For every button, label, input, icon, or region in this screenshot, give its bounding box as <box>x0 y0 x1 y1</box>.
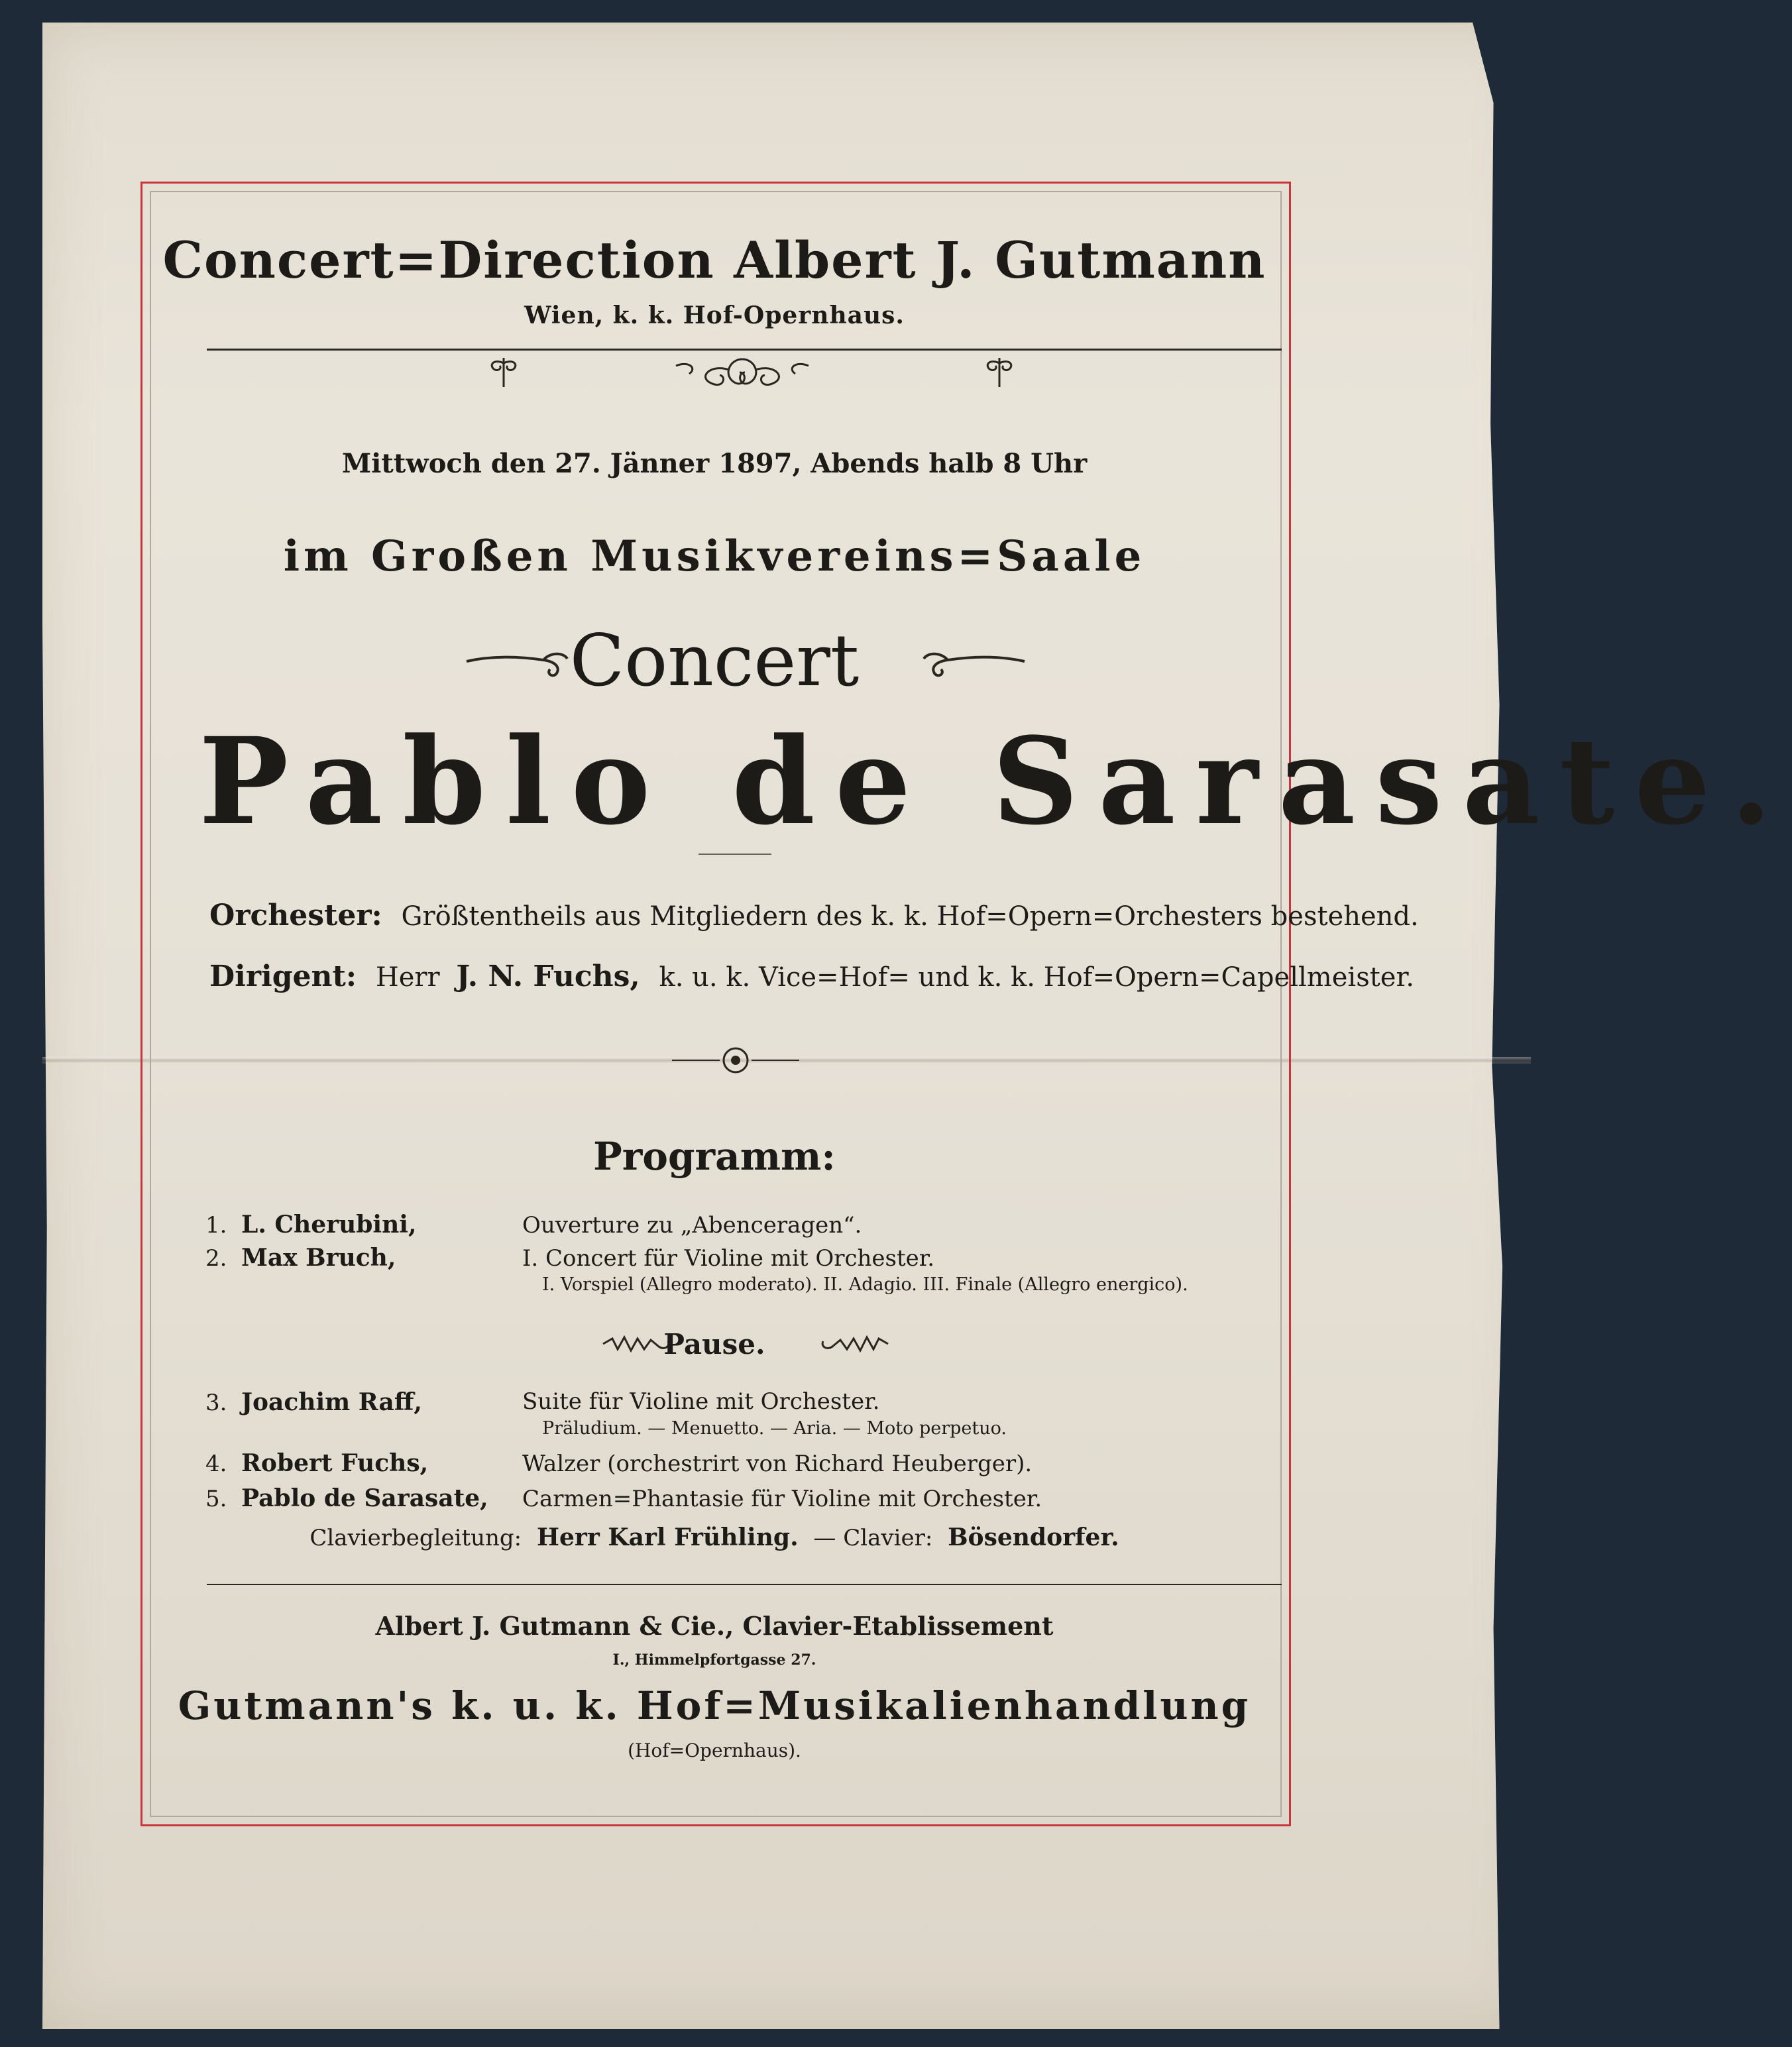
item-composer: Max Bruch, <box>241 1244 396 1272</box>
item-number: 4. <box>205 1451 227 1477</box>
event-date: Mittwoch den 27. Jänner 1897, Abends halb 8 Uhr <box>341 448 1088 479</box>
conductor-title: k. u. k. Vice=Hof= und k. k. Hof=Opern=Capellmeister. <box>659 962 1414 993</box>
piano-label: — Clavier: <box>813 1525 933 1551</box>
footer-shop-location: (Hof=Opernhaus). <box>628 1740 801 1761</box>
item-details: Präludium. — Menuetto. — Aria. — Moto perpetuo. <box>542 1418 1007 1439</box>
accompaniment-line <box>150 1525 1279 1549</box>
orchestra-text: Größtentheils aus Mitgliedern des k. k. Hof=Opern=Orchesters bestehend. <box>401 901 1419 932</box>
rosette-divider-ornament <box>669 1043 802 1078</box>
conductor-label: Dirigent: <box>209 960 357 993</box>
pause-label: Pause. <box>663 1328 765 1360</box>
accompaniment-label: Clavierbegleitung: <box>309 1525 522 1551</box>
item-work: Suite für Violine mit Orchester. <box>522 1388 880 1415</box>
conductor-name: J. N. Fuchs, <box>456 960 640 993</box>
item-work: Carmen=Phantasie für Violine mit Orchester. <box>522 1486 1042 1512</box>
piano-name: Bösendorfer. <box>948 1523 1119 1551</box>
conductor-line <box>209 962 1414 991</box>
item-composer: Robert Fuchs, <box>241 1449 429 1477</box>
header-rule <box>207 349 1282 351</box>
footer-firm: Albert J. Gutmann & Cie., Clavier-Etablissement <box>375 1611 1054 1641</box>
item-details: I. Vorspiel (Allegro moderato). II. Adagio. III. Finale (Allegro energico). <box>542 1274 1188 1295</box>
item-composer: L. Cherubini, <box>241 1211 417 1239</box>
artist-divider <box>699 854 771 855</box>
company-address: Wien, k. k. Hof-Opernhaus. <box>524 302 905 329</box>
orchestra-label: Orchester: <box>209 899 382 932</box>
center-scroll-ornament <box>663 357 822 396</box>
footer-firm-address: I., Himmelpfortgasse 27. <box>612 1651 816 1669</box>
artist-name: Pablo de Sarasate. <box>199 712 1792 852</box>
footer-rule <box>207 1584 1282 1585</box>
item-work: Ouverture zu „Abenceragen“. <box>522 1212 862 1239</box>
item-work: Walzer (orchestrirt von Richard Heuberger). <box>522 1451 1033 1477</box>
concert-title: Concert <box>569 620 860 702</box>
orchestra-line <box>209 901 1419 930</box>
company-heading: Concert=Direction Albert J. Gutmann <box>162 231 1266 290</box>
item-number: 5. <box>205 1486 227 1512</box>
event-venue: im Großen Musikvereins=Saale <box>283 531 1146 581</box>
item-composer: Pablo de Sarasate, <box>241 1484 488 1512</box>
programme-title: Programm: <box>593 1134 836 1179</box>
pause-right-ornament <box>818 1331 891 1357</box>
item-number: 2. <box>205 1245 227 1272</box>
item-number: 1. <box>205 1212 227 1239</box>
item-number: 3. <box>205 1390 227 1416</box>
conductor-prefix: Herr <box>375 962 440 993</box>
inner-border-frame <box>150 191 1282 1817</box>
right-scroll-ornament <box>973 357 1026 390</box>
left-scroll-ornament <box>477 357 530 390</box>
item-work: I. Concert für Violine mit Orchester. <box>522 1245 935 1272</box>
item-composer: Joachim Raff, <box>241 1388 422 1416</box>
footer-shop: Gutmann's k. u. k. Hof=Musikalienhandlung <box>178 1683 1251 1728</box>
accompaniment-name: Herr Karl Frühling. <box>536 1523 799 1551</box>
right-flourish-ornament <box>921 643 1027 683</box>
